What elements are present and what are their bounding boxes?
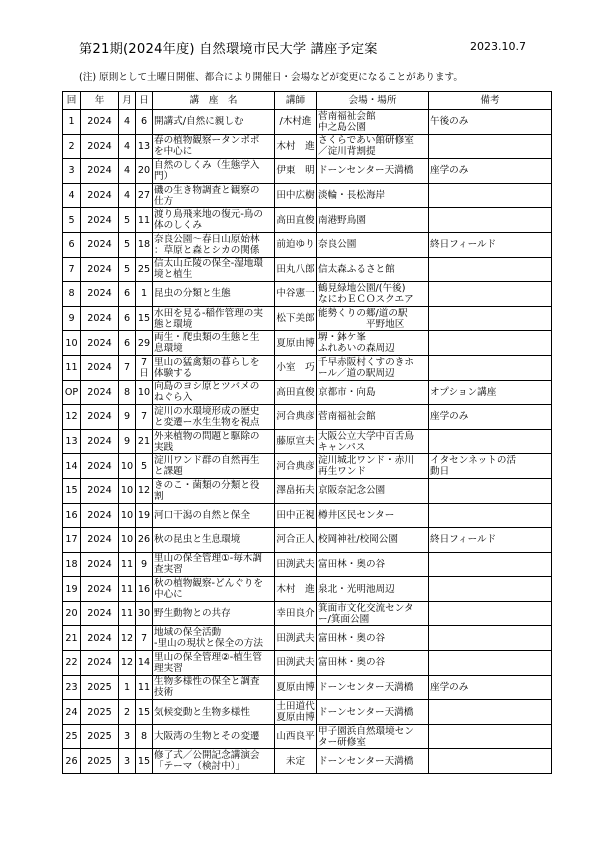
table-row [63, 110, 552, 135]
session-month: 2 [119, 700, 136, 725]
session-note [429, 503, 552, 528]
session-number: 19 [63, 577, 81, 602]
session-venue: 淡輪・長松海岸 [317, 183, 429, 208]
session-year: 2024 [81, 257, 119, 282]
session-year: 2024 [81, 601, 119, 626]
session-title: 開講式/自然に親しむ [153, 110, 275, 135]
session-note [429, 651, 552, 676]
column-header-year: 年 [81, 92, 119, 110]
table-row [63, 749, 552, 774]
session-day: 15 [136, 749, 153, 774]
column-header-day: 日 [136, 92, 153, 110]
session-year: 2024 [81, 331, 119, 356]
session-lecturer: 澤畠拓夫 [275, 478, 317, 503]
session-year: 2024 [81, 159, 119, 184]
session-title: 信太山丘陵の保全-湿地環 境と植生 [153, 257, 275, 282]
session-month: 4 [119, 134, 136, 159]
table-row [63, 429, 552, 454]
session-note [429, 749, 552, 774]
session-year: 2024 [81, 405, 119, 430]
session-venue: 能勢くりの郷/道の駅 平野地区 [317, 306, 429, 331]
session-number: 8 [63, 282, 81, 307]
session-title: 生物多様性の保全と調査 技術 [153, 675, 275, 700]
session-lecturer: 高田直俊 [275, 208, 317, 233]
session-number: 7 [63, 257, 81, 282]
session-day: 7 [136, 626, 153, 651]
table-row [63, 405, 552, 430]
session-month: 7 [119, 355, 136, 380]
session-note: 座学のみ [429, 675, 552, 700]
session-title: 両生・爬虫類の生態と生 息環境 [153, 331, 275, 356]
session-day: 26 [136, 528, 153, 553]
session-day: 20 [136, 159, 153, 184]
session-day: 11 [136, 675, 153, 700]
document-date: 2023.10.7 [470, 40, 526, 53]
session-month: 6 [119, 282, 136, 307]
session-venue: 京都市・向島 [317, 380, 429, 405]
session-lecturer: 田丸八郎 [275, 257, 317, 282]
session-title: 気候変動と生物多様性 [153, 700, 275, 725]
session-number: 24 [63, 700, 81, 725]
session-note [429, 577, 552, 602]
session-day: 7 日 [136, 355, 153, 380]
session-title: 秋の昆虫と生息環境 [153, 528, 275, 553]
column-header-lecturer: 講師 [275, 92, 317, 110]
session-month: 5 [119, 208, 136, 233]
session-title: 奈良公園〜春日山原始林 ：草原と森とシカの関係 [153, 232, 275, 257]
session-year: 2024 [81, 626, 119, 651]
session-title: 外来植物の問題と駆除の 実践 [153, 429, 275, 454]
session-venue: 樽井区民センター [317, 503, 429, 528]
session-number: 13 [63, 429, 81, 454]
session-venue: 京阪奈記念公園 [317, 478, 429, 503]
session-venue: 校岡神社/校岡公園 [317, 528, 429, 553]
session-year: 2024 [81, 208, 119, 233]
session-lecturer: 木村 進 [275, 134, 317, 159]
session-title: 春の植物観察ータンポポ を中心に [153, 134, 275, 159]
session-month: 4 [119, 159, 136, 184]
session-year: 2025 [81, 749, 119, 774]
session-lecturer: 未定 [275, 749, 317, 774]
table-row [63, 380, 552, 405]
session-note [429, 134, 552, 159]
session-note: イタセンネットの活 動日 [429, 454, 552, 479]
session-month: 9 [119, 405, 136, 430]
session-year: 2024 [81, 282, 119, 307]
session-venue: 大阪公立大学中百舌鳥 キャンパス [317, 429, 429, 454]
table-row [63, 675, 552, 700]
table-row [63, 331, 552, 356]
session-note [429, 429, 552, 454]
session-title: 大阪湾の生物とその変遷 [153, 724, 275, 749]
session-year: 2024 [81, 134, 119, 159]
session-number: 10 [63, 331, 81, 356]
session-note: 座学のみ [429, 159, 552, 184]
session-day: 13 [136, 134, 153, 159]
session-note [429, 208, 552, 233]
session-note: 終日フィールド [429, 232, 552, 257]
session-title: 昆虫の分類と生態 [153, 282, 275, 307]
session-lecturer: 山西良平 [275, 724, 317, 749]
session-day: 7 [136, 405, 153, 430]
session-title: 秋の植物観察-どんぐりを 中心に [153, 577, 275, 602]
table-header-row [63, 92, 552, 110]
session-month: 5 [119, 232, 136, 257]
session-lecturer: 田渕武夫 [275, 651, 317, 676]
table-row [63, 355, 552, 380]
session-month: 4 [119, 183, 136, 208]
table-row [63, 700, 552, 725]
session-title: 里山の猛禽類の暮らしを 体験する [153, 355, 275, 380]
column-header-title: 講 座 名 [153, 92, 275, 110]
session-number: 2 [63, 134, 81, 159]
table-row [63, 552, 552, 577]
session-day: 19 [136, 503, 153, 528]
table-row [63, 478, 552, 503]
session-year: 2025 [81, 700, 119, 725]
session-number: 26 [63, 749, 81, 774]
session-year: 2024 [81, 380, 119, 405]
session-month: 3 [119, 724, 136, 749]
session-note [429, 478, 552, 503]
session-year: 2024 [81, 306, 119, 331]
session-day: 30 [136, 601, 153, 626]
session-lecturer: 小室 巧 [275, 355, 317, 380]
session-month: 4 [119, 110, 136, 135]
session-venue: 奈良公園 [317, 232, 429, 257]
session-lecturer: 河合典彦 [275, 454, 317, 479]
session-number: 11 [63, 355, 81, 380]
session-number: 9 [63, 306, 81, 331]
session-day: 16 [136, 577, 153, 602]
session-venue: 甲子園浜自然環境セン ター研修室 [317, 724, 429, 749]
session-venue: 淀川城北ワンド・赤川 再生ワンド [317, 454, 429, 479]
session-number: 22 [63, 651, 81, 676]
session-day: 25 [136, 257, 153, 282]
session-title: 渡り鳥飛来地の復元-鳥の 体のしくみ [153, 208, 275, 233]
session-number: 1 [63, 110, 81, 135]
session-day: 15 [136, 306, 153, 331]
session-lecturer: 松下美郎 [275, 306, 317, 331]
session-venue: 信太森ふるさと館 [317, 257, 429, 282]
session-note [429, 306, 552, 331]
table-row [63, 651, 552, 676]
session-year: 2024 [81, 110, 119, 135]
session-venue: 富田林・奥の谷 [317, 651, 429, 676]
session-day: 1 [136, 282, 153, 307]
session-lecturer: 土田道代 夏原由博 [276, 701, 315, 724]
session-note: 終日フィールド [429, 528, 552, 553]
session-title: 淀川の水環境形成の歴史 と変遷ー水生生物を視点 [153, 405, 275, 430]
table-row [63, 601, 552, 626]
session-title: 修了式／公開記念講演会 「テーマ（検討中）」 [153, 749, 275, 774]
session-note: 午後のみ [429, 110, 552, 135]
header-note: (注) 原則として土曜日開催、都合により開催日・会場などが変更になることがあります。 [79, 72, 463, 83]
session-lecturer: 伊東 明 [275, 159, 317, 184]
session-month: 11 [119, 577, 136, 602]
session-note [429, 331, 552, 356]
session-day: 14 [136, 651, 153, 676]
session-title: 地域の保全活動 -里山の現状と保全の方法 [153, 626, 275, 651]
session-year: 2025 [81, 724, 119, 749]
session-note [429, 700, 552, 725]
session-lecturer: 夏原由博 [275, 331, 317, 356]
session-number: 25 [63, 724, 81, 749]
session-month: 10 [119, 478, 136, 503]
session-year: 2024 [81, 651, 119, 676]
session-lecturer: 中谷憲一 [275, 282, 317, 307]
session-lecturer: 田中広樹 [275, 183, 317, 208]
session-year: 2024 [81, 232, 119, 257]
table-row [63, 232, 552, 257]
session-month: 10 [119, 454, 136, 479]
session-day: 12 [136, 478, 153, 503]
session-note [429, 626, 552, 651]
session-note [429, 257, 552, 282]
session-month: 11 [119, 601, 136, 626]
session-day: 6 [136, 110, 153, 135]
session-number: 21 [63, 626, 81, 651]
table-row [63, 282, 552, 307]
session-month: 6 [119, 331, 136, 356]
session-title: 向島のヨシ原とツバメの ねぐら入 [153, 380, 275, 405]
schedule-table [62, 91, 552, 774]
session-year: 2024 [81, 528, 119, 553]
session-venue: 泉北・光明池周辺 [317, 577, 429, 602]
session-number: 5 [63, 208, 81, 233]
table-row [63, 183, 552, 208]
session-lecturer: 河合典彦 [275, 405, 317, 430]
session-lecturer: 夏原由博 [275, 675, 317, 700]
session-number: OP [63, 380, 81, 405]
session-day: 8 [136, 724, 153, 749]
session-year: 2024 [81, 577, 119, 602]
session-venue: ドーンセンター天満橋 [317, 159, 429, 184]
session-title: 里山の保全管理②-植生管 理実習 [153, 651, 275, 676]
session-year: 2024 [81, 552, 119, 577]
session-title: 自然のしくみ（生態学入 門） [153, 159, 275, 184]
session-month: 8 [119, 380, 136, 405]
session-number: 4 [63, 183, 81, 208]
session-lecturer: 木村 進 [275, 577, 317, 602]
table-row [63, 159, 552, 184]
session-day: 18 [136, 232, 153, 257]
session-title: きのこ・菌類の分類と役 割 [153, 478, 275, 503]
session-year: 2024 [81, 355, 119, 380]
session-venue: ドーンセンター天満橋 [317, 749, 429, 774]
session-month: 10 [119, 503, 136, 528]
session-month: 6 [119, 306, 136, 331]
session-note [429, 724, 552, 749]
schedule-rows [63, 110, 552, 774]
session-venue: 菅南福祉会館 中之島公園 [317, 110, 429, 135]
table-row [63, 503, 552, 528]
session-title: 磯の生き物調査と観察の 仕方 [153, 183, 275, 208]
session-number: 6 [63, 232, 81, 257]
table-row [63, 626, 552, 651]
session-venue: 千早赤阪村くすのきホ ール／道の駅周辺 [317, 355, 429, 380]
session-note: 座学のみ [429, 405, 552, 430]
session-venue: ドーンセンター天満橋 [317, 700, 429, 725]
session-day: 11 [136, 208, 153, 233]
session-venue: 富田林・奥の谷 [317, 552, 429, 577]
session-lecturer: 高田直俊 [275, 380, 317, 405]
session-year: 2024 [81, 478, 119, 503]
session-title: 河口干潟の自然と保全 [153, 503, 275, 528]
session-venue: 菅南福祉会館 [317, 405, 429, 430]
session-lecturer: 藤原宣夫 [275, 429, 317, 454]
table-row [63, 577, 552, 602]
session-lecturer: 田渕武夫 [275, 626, 317, 651]
session-number: 20 [63, 601, 81, 626]
column-header-no: 回 [63, 92, 81, 110]
session-day: 5 [136, 454, 153, 479]
session-lecturer: 前迫ゆり [275, 232, 317, 257]
session-lecturer: 田中正視 [275, 503, 317, 528]
session-title: 野生動物との共存 [153, 601, 275, 626]
session-note [429, 355, 552, 380]
session-year: 2024 [81, 503, 119, 528]
session-venue: 富田林・奥の谷 [317, 626, 429, 651]
session-number: 12 [63, 405, 81, 430]
session-number: 15 [63, 478, 81, 503]
session-day: 21 [136, 429, 153, 454]
session-lecturer: /木村進 [275, 110, 317, 135]
session-month: 11 [119, 552, 136, 577]
table-row [63, 306, 552, 331]
session-number: 14 [63, 454, 81, 479]
session-year: 2024 [81, 429, 119, 454]
column-header-month: 月 [119, 92, 136, 110]
session-number: 17 [63, 528, 81, 553]
session-venue: 南港野鳥園 [317, 208, 429, 233]
table-row [63, 724, 552, 749]
table-row [63, 528, 552, 553]
table-row [63, 134, 552, 159]
table-row [63, 454, 552, 479]
session-month: 9 [119, 429, 136, 454]
column-header-venue: 会場・場所 [317, 92, 429, 110]
session-day: 27 [136, 183, 153, 208]
session-number: 3 [63, 159, 81, 184]
table-row [63, 257, 552, 282]
session-month: 10 [119, 528, 136, 553]
session-year: 2024 [81, 454, 119, 479]
session-note [429, 282, 552, 307]
document-title: 第21期(2024年度) 自然環境市民大学 講座予定案 [79, 42, 378, 57]
session-note [429, 183, 552, 208]
session-venue: 箕面市文化交流センタ ー/箕面公園 [317, 601, 429, 626]
session-title: 水田を見る-稲作管理の実 態と環境 [153, 306, 275, 331]
session-lecturer: 田渕武夫 [275, 552, 317, 577]
session-month: 12 [119, 626, 136, 651]
session-number: 23 [63, 675, 81, 700]
session-month: 3 [119, 749, 136, 774]
session-month: 1 [119, 675, 136, 700]
session-number: 16 [63, 503, 81, 528]
session-venue: 堺・鉢ケ峯 ふれあいの森周辺 [317, 331, 429, 356]
session-lecturer: 幸田良介 [275, 601, 317, 626]
session-lecturer: 河合正人 [275, 528, 317, 553]
session-year: 2024 [81, 183, 119, 208]
session-day: 29 [136, 331, 153, 356]
session-note [429, 601, 552, 626]
session-note [429, 552, 552, 577]
session-year: 2025 [81, 675, 119, 700]
session-day: 9 [136, 552, 153, 577]
column-header-note: 備考 [429, 92, 552, 110]
session-day: 15 [136, 700, 153, 725]
session-month: 12 [119, 651, 136, 676]
session-title: 淀川ワンド群の自然再生 と課題 [153, 454, 275, 479]
session-title: 里山の保全管理①-毎木調 査実習 [153, 552, 275, 577]
session-venue: 鶴見緑地公園/(午後) なにわＥＣＯスクエア [317, 282, 429, 307]
session-venue: ドーンセンター天満橋 [317, 675, 429, 700]
session-day: 10 [136, 380, 153, 405]
session-venue: さくらであい館研修室 ／淀川背割提 [317, 134, 429, 159]
session-number: 18 [63, 552, 81, 577]
session-month: 5 [119, 257, 136, 282]
session-note: オプション講座 [429, 380, 552, 405]
table-row [63, 208, 552, 233]
